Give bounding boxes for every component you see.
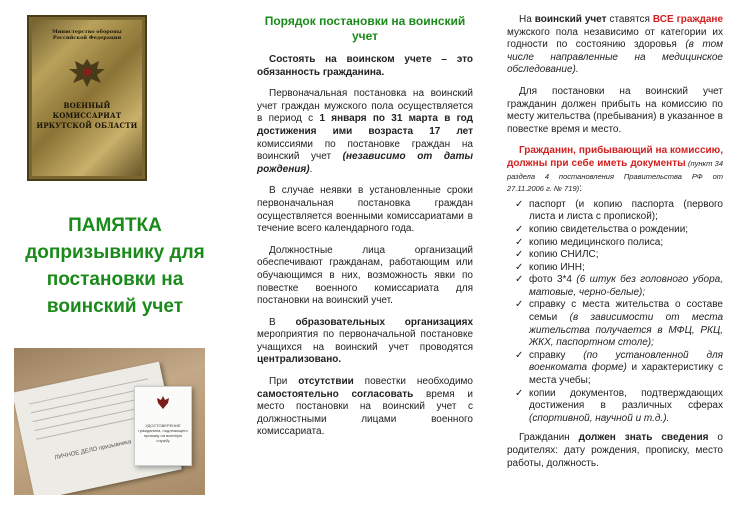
documents-photo [14,348,205,495]
no-show-paragraph: В случае неявки в установленные сроки первоначальная постановка граждан осуществляется военными комиссариатами в течение всего календарного года. [257,185,473,235]
checkmark-icon: ✓ [515,223,524,235]
left-panel [0,0,245,510]
memo-title: ПАМЯТКА допризывнику для постановки на воинский учет [25,215,205,317]
document-list-item: ✓ справку (по установленной для военкомата форме) и характеристику с места учебы; [515,349,724,387]
document-list-item: ✓ справку с места жительства о составе семьи (в зависимости от места жительства получается в МФЦ, РКЦ, ЖКХ, паспортном столе); [515,299,723,349]
document-list-item: ✓ копию СНИЛС; [515,249,599,261]
document-list-item: ✓ копию свидетельства о рождении; [515,223,689,235]
eagle-emblem-icon [155,395,171,411]
checkmark-icon: ✓ [515,299,524,311]
initial-registration-paragraph: Первоначальная постановка на воинский учет граждан мужского пола осуществляется в период с 1 января по 31 марта в год достижения ими возраста 17 лет комиссиями по постановке граждан на воинский учет (независимо от даты рождения). [257,88,473,175]
document-list-item: ✓ паспорт (и копию паспорта (первого листа и листа с пропиской); [515,198,723,223]
checkmark-icon: ✓ [515,387,524,399]
middle-panel [245,0,485,510]
arrival-paragraph: Для постановки на воинский учет гражданин должен прибыть на комиссию по месту жительства (пребывания) в указанное в повестке время и место. [507,85,723,135]
certificate-booklet [134,386,192,466]
all-citizens-paragraph: На воинский учет ставятся ВСЕ граждане мужского пола независимо от категории их годности по состоянию здоровья (в том числе направленные на медицинское обследование). [507,14,723,76]
checkmark-icon: ✓ [515,236,524,248]
no-summons-paragraph: При отсутствии повестки необходимо самостоятельно согласовать время и место постановки на воинский учет с должностными лицами военного комиссариата. [257,376,473,438]
documents-list [507,199,723,426]
plaque-commissariat-text: ВОЕННЫЙ КОМИССАРИАТ ИРКУТСКОЙ ОБЛАСТИ [36,101,138,130]
checkmark-icon: ✓ [515,198,524,210]
document-list-item: ✓ фото 3*4 (6 штук без головного убора, матовые, черно-белые); [515,274,724,298]
document-list-item: ✓ копию медицинского полиса; [515,236,664,248]
plaque-ministry-text: Министерство обороны Российской Федерации [52,29,122,41]
checkmark-icon: ✓ [515,249,524,261]
procedure-heading: Порядок постановки на воинский учет [264,14,466,43]
right-panel [497,0,735,510]
checkmark-icon: ✓ [515,349,524,361]
education-paragraph: В образовательных организациях мероприятия по первоначальной постановке учащихся на воинский учет проводятся централизовано. [257,316,473,366]
checkmark-icon: ✓ [515,274,524,286]
duty-paragraph: Состоять на воинском учете – это обязанность гражданина. [257,54,473,78]
folder-label: ЛИЧНОЕ ДЕЛО призывника [54,439,132,462]
document-list-item: ✓ копию ИНН; [515,261,585,273]
commissariat-plaque-image [27,15,147,181]
double-headed-eagle-icon [65,55,109,91]
checkmark-icon: ✓ [515,261,524,273]
document-list-item: ✓ копии документов, подтверждающих достижения в различных сферах (спортивной, научной и т.д.). [515,387,723,424]
officials-paragraph: Должностные лица организаций обеспечивают гражданам, работающим или обучающимся в них, возможность явки по повестке военного комиссариата для постановки на воинский учет. [257,244,473,307]
parents-info-paragraph: Гражданин должен знать сведения о родителях: дату рождения, прописку, место работы, должность. [507,432,723,469]
documents-heading: Гражданин, прибывающий на комиссию, должны при себе иметь документы (пункт 34 раздела 4 постановления Правительства РФ от 27.11.2006 г. № 719): [507,145,724,195]
booklet-label: УДОСТОВЕРЕНИЕ гражданина, подлежащего призыву на военную службу [138,423,188,443]
